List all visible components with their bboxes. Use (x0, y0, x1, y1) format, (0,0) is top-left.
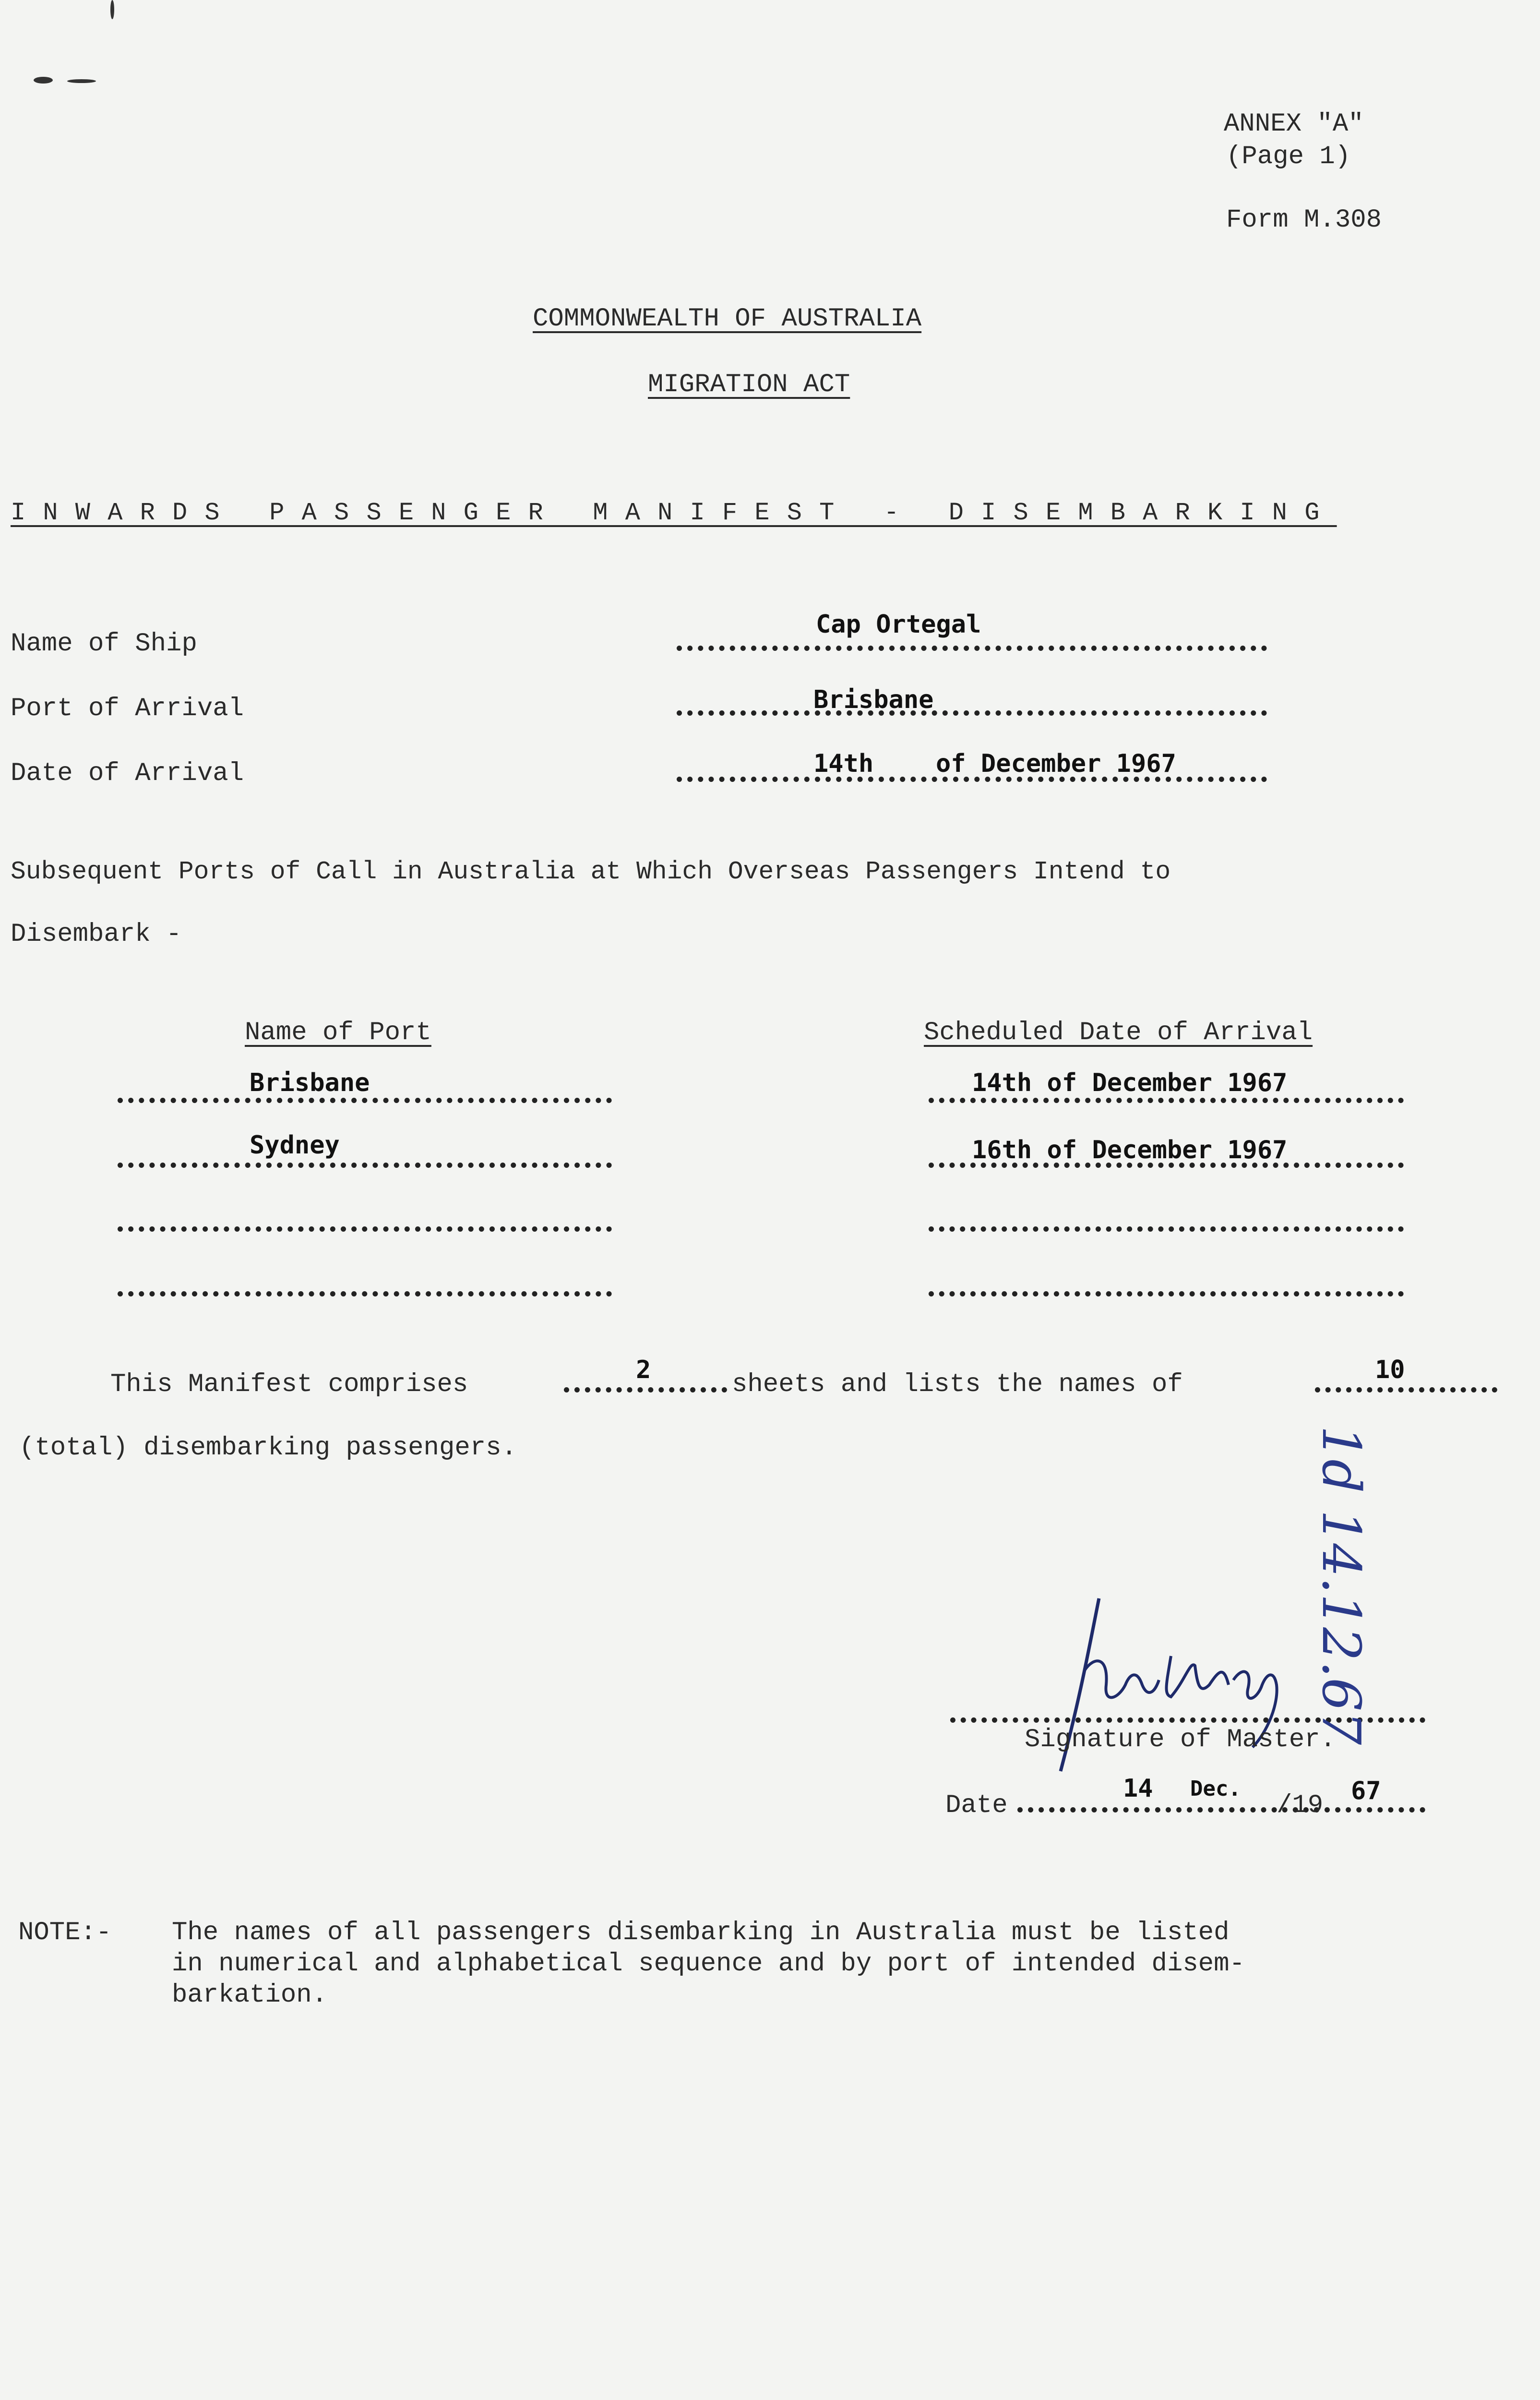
names-dots (1315, 1387, 1497, 1392)
date-signed-dots (1017, 1807, 1425, 1812)
annex-label: ANNEX "A" (1224, 109, 1364, 139)
summary-part1: This Manifest comprises (110, 1370, 468, 1399)
date-row-4-dots (929, 1291, 1404, 1296)
signature-label: Signature of Master. (1025, 1725, 1336, 1754)
country-heading: COMMONWEALTH OF AUSTRALIA (533, 304, 922, 334)
act-heading: MIGRATION ACT (648, 370, 850, 399)
sheets-dots (564, 1387, 727, 1392)
date-signed-day: 14 (1123, 1774, 1153, 1803)
margin-annotation: 1d 14.12.67 (1311, 1426, 1372, 1745)
date-signed-month: Dec. (1190, 1776, 1241, 1801)
date-row-2-dots (929, 1163, 1404, 1168)
date-label: Date of Arrival (11, 759, 244, 788)
ink-speck (34, 77, 53, 84)
note-line2: in numerical and alphabetical sequence and by port of intended disem- (172, 1949, 1245, 1979)
summary-part3: (total) disembarking passengers. (19, 1433, 517, 1463)
date-row-1: 14th of December 1967 (972, 1068, 1288, 1097)
ship-label: Name of Ship (11, 629, 197, 659)
date-row-2: 16th of December 1967 (972, 1136, 1288, 1164)
note-line3: barkation. (172, 1980, 328, 2010)
port-dotted-line (677, 710, 1267, 716)
date-signed-year-suffix: 67 (1351, 1776, 1381, 1805)
ink-speck (67, 79, 96, 83)
date-signed-label: Date (945, 1791, 1008, 1820)
subsequent-line1: Subsequent Ports of Call in Australia at Which Overseas Passengers Intend to (11, 857, 1171, 886)
port-row-2: Sydney (250, 1131, 340, 1160)
date-signed-year-prefix: /19 (1277, 1791, 1324, 1820)
summary-part2: sheets and lists the names of (732, 1370, 1183, 1399)
ship-dotted-line (677, 646, 1267, 651)
port-label: Port of Arrival (11, 694, 244, 723)
port-row-1-dots (118, 1098, 612, 1103)
port-column-header: Name of Port (245, 1018, 431, 1047)
names-count: 10 (1375, 1356, 1405, 1384)
ink-speck (110, 0, 114, 19)
port-row-3-dots (118, 1226, 612, 1232)
annex-page: (Page 1) (1226, 142, 1351, 171)
sheets-count: 2 (636, 1356, 651, 1384)
form-number: Form M.308 (1226, 205, 1382, 235)
ship-value: Cap Ortegal (816, 610, 981, 639)
note-label: NOTE:- (18, 1918, 112, 1947)
port-row-1: Brisbane (250, 1068, 370, 1097)
port-value: Brisbane (813, 685, 934, 714)
date-row-1-dots (929, 1098, 1404, 1103)
date-value-rest: of December 1967 (936, 749, 1176, 778)
subsequent-line2: Disembark - (11, 920, 182, 949)
note-line1: The names of all passengers disembarking in Australia must be listed (172, 1918, 1230, 1947)
port-row-2-dots (118, 1163, 612, 1168)
date-value-day: 14th (813, 749, 874, 778)
date-row-3-dots (929, 1226, 1404, 1232)
manifest-title: INWARDS PASSENGER MANIFEST - DISEMBARKING (11, 499, 1337, 527)
date-column-header: Scheduled Date of Arrival (924, 1018, 1313, 1047)
date-dotted-line (677, 777, 1267, 782)
port-row-4-dots (118, 1291, 612, 1296)
